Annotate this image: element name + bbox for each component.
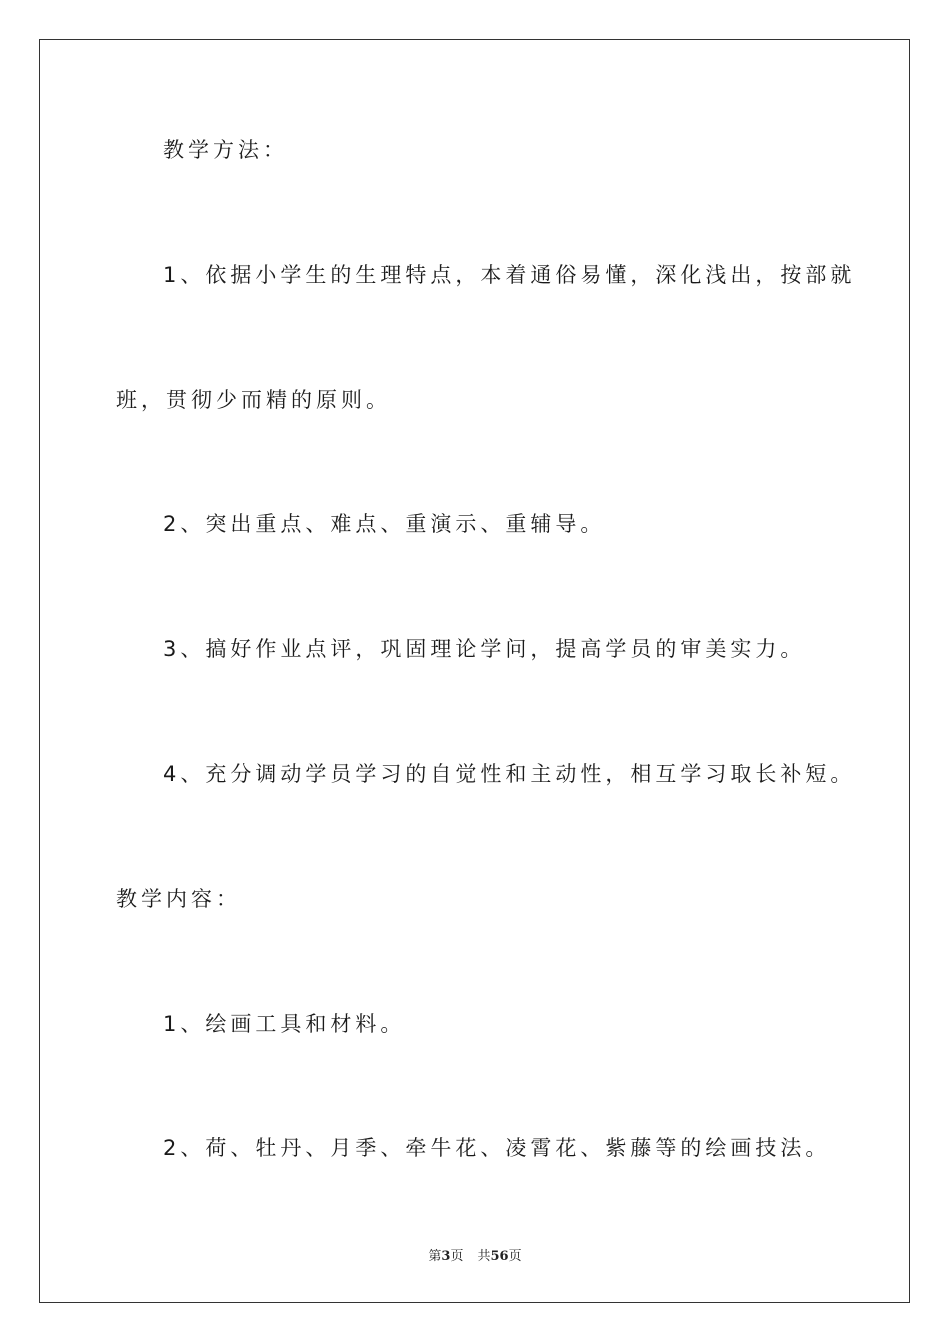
footer-total-pages: 56 bbox=[490, 1249, 509, 1264]
paragraph-line: 1、绘画工具和材料。 bbox=[163, 1012, 406, 1036]
page-frame bbox=[39, 39, 910, 1303]
paragraph-line: 2、突出重点、难点、重演示、重辅导。 bbox=[163, 512, 606, 536]
footer-page-number: 3 bbox=[441, 1249, 451, 1264]
footer-total-prefix: 共 bbox=[477, 1249, 491, 1264]
footer-page-suffix: 页 bbox=[450, 1249, 464, 1264]
section-heading-teaching-methods: 教学方法： bbox=[163, 138, 288, 162]
paragraph-line: 4、充分调动学员学习的自觉性和主动性，相互学习取长补短。 bbox=[163, 762, 856, 786]
footer-page-prefix: 第 bbox=[428, 1249, 442, 1264]
paragraph-line: 2、荷、牡丹、月季、牵牛花、凌霄花、紫藤等的绘画技法。 bbox=[163, 1136, 831, 1160]
footer-total-suffix: 页 bbox=[508, 1249, 522, 1264]
page-footer bbox=[0, 1248, 950, 1266]
section-heading-teaching-content: 教学内容： bbox=[116, 887, 241, 911]
paragraph-line: 班，贯彻少而精的原则。 bbox=[116, 388, 391, 412]
paragraph-line: 3、搞好作业点评，巩固理论学问，提高学员的审美实力。 bbox=[163, 637, 806, 661]
paragraph-line: 1、依据小学生的生理特点，本着通俗易懂，深化浅出，按部就 bbox=[163, 263, 856, 287]
